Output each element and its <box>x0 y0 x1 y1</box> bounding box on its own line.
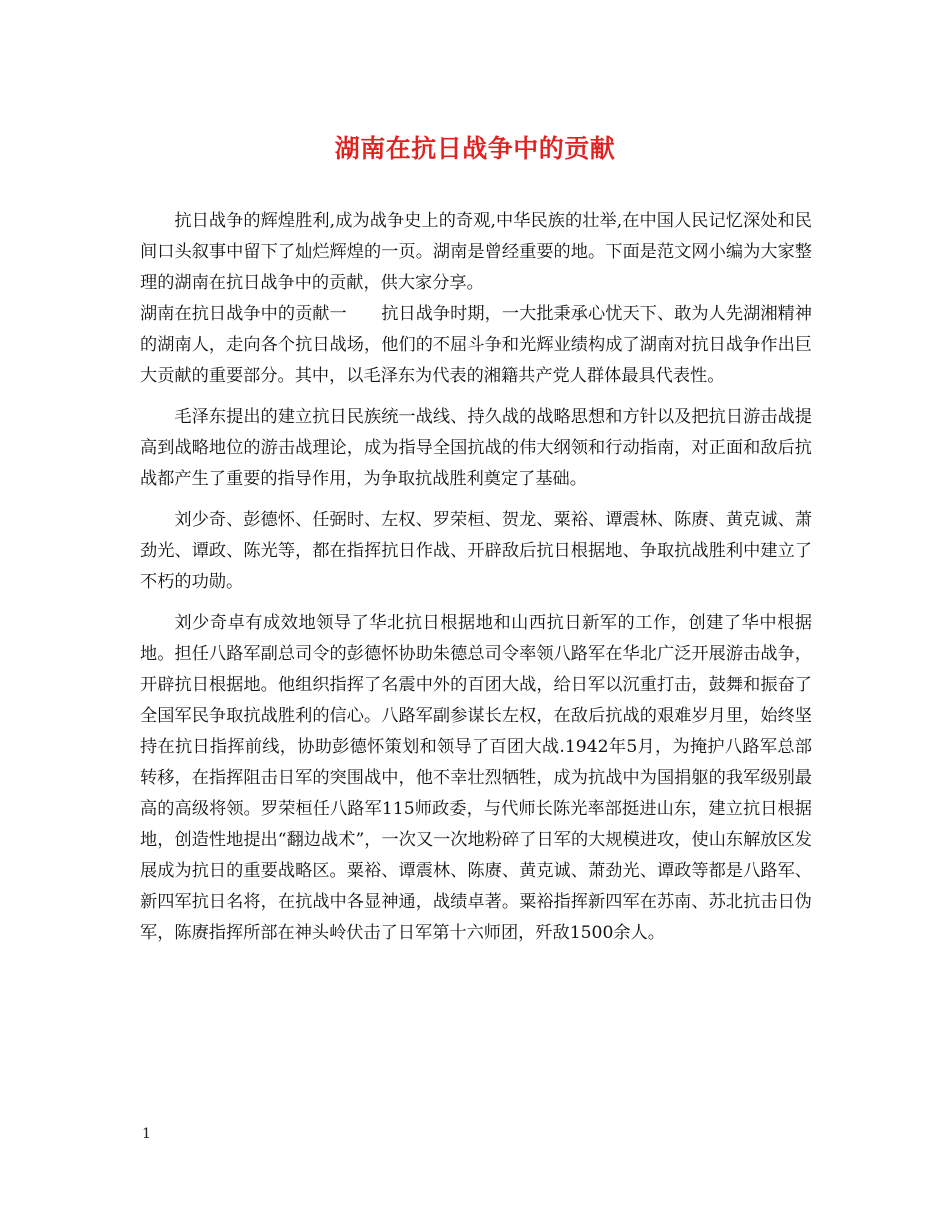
document-title: 湖南在抗日战争中的贡献 <box>334 134 616 163</box>
section-lead-text: 抗日战争时期，一大批秉承心忧天下、敢为人先湖湘精神的湖南人，走向各个抗日战场，他们的不屈斗争和光辉业绩构成了湖南对抗日战争作出巨大贡献的重要部分。其中，以毛泽东为代表的湘籍共产党人群体最具代表性。 <box>140 304 812 386</box>
document-body <box>140 206 812 959</box>
intro-paragraph: 抗日战争的辉煌胜利,成为战争史上的奇观,中华民族的壮举,在中国人民记忆深处和民间口头叙事中留下了灿烂辉煌的一页。湖南是曾经重要的地。下面是范文网小编为大家整理的湖南在抗日战争中的贡献，供大家分享。 <box>140 211 812 293</box>
body-paragraph-1: 毛泽东提出的建立抗日民族统一战线、持久战的战略思想和方针以及把抗日游击战提高到战略地位的游击战理论，成为指导全国抗战的伟大纲领和行动指南，对正面和敌后抗战都产生了重要的指导作用，为争取抗战胜利奠定了基础。 <box>140 407 812 489</box>
section-spacer <box>347 304 381 324</box>
body-paragraph-2: 刘少奇、彭德怀、任弼时、左权、罗荣桓、贺龙、粟裕、谭震林、陈赓、黄克诚、萧劲光、谭政、陈光等，都在指挥抗日作战、开辟敌后抗日根据地、争取抗战胜利中建立了不朽的功勋。 <box>140 510 812 592</box>
section-heading: 湖南在抗日战争中的贡献一 <box>140 304 347 324</box>
page-number: 1 <box>142 1126 151 1142</box>
body-paragraph-3: 刘少奇卓有成效地领导了华北抗日根据地和山西抗日新军的工作，创建了华中根据地。担任八路军副总司令的彭德怀协助朱德总司令率领八路军在华北广泛开展游击战争，开辟抗日根据地。他组织指挥了名震中外的百团大战，给日军以沉重打击，鼓舞和振奋了全国军民争取抗战胜利的信心。八路军副参谋长左权，在敌后抗战的艰难岁月里，始终坚持在抗日指挥前线，协助彭德怀策划和领导了百团大战.1942年5月，为掩护八路军总部转移，在指挥阻击日军的突围战中，他不幸壮烈牺牲，成为抗战中为国捐躯的我军级别最高的高级将领。罗荣桓任八路军115师政委，与代师长陈光率部挺进山东，建立抗日根据地，创造性地提出“翻边战术”，一次又一次地粉碎了日军的大规模进攻，使山东解放区发展成为抗日的重要战略区。粟裕、谭震林、陈赓、黄克诚、萧劲光、谭政等都是八路军、新四军抗日名将，在抗战中各显神通，战绩卓著。粟裕指挥新四军在苏南、苏北抗击日伪军，陈赓指挥所部在神头岭伏击了日军第十六师团，歼敌1500余人。 <box>140 613 812 943</box>
section-paragraph <box>140 299 812 392</box>
